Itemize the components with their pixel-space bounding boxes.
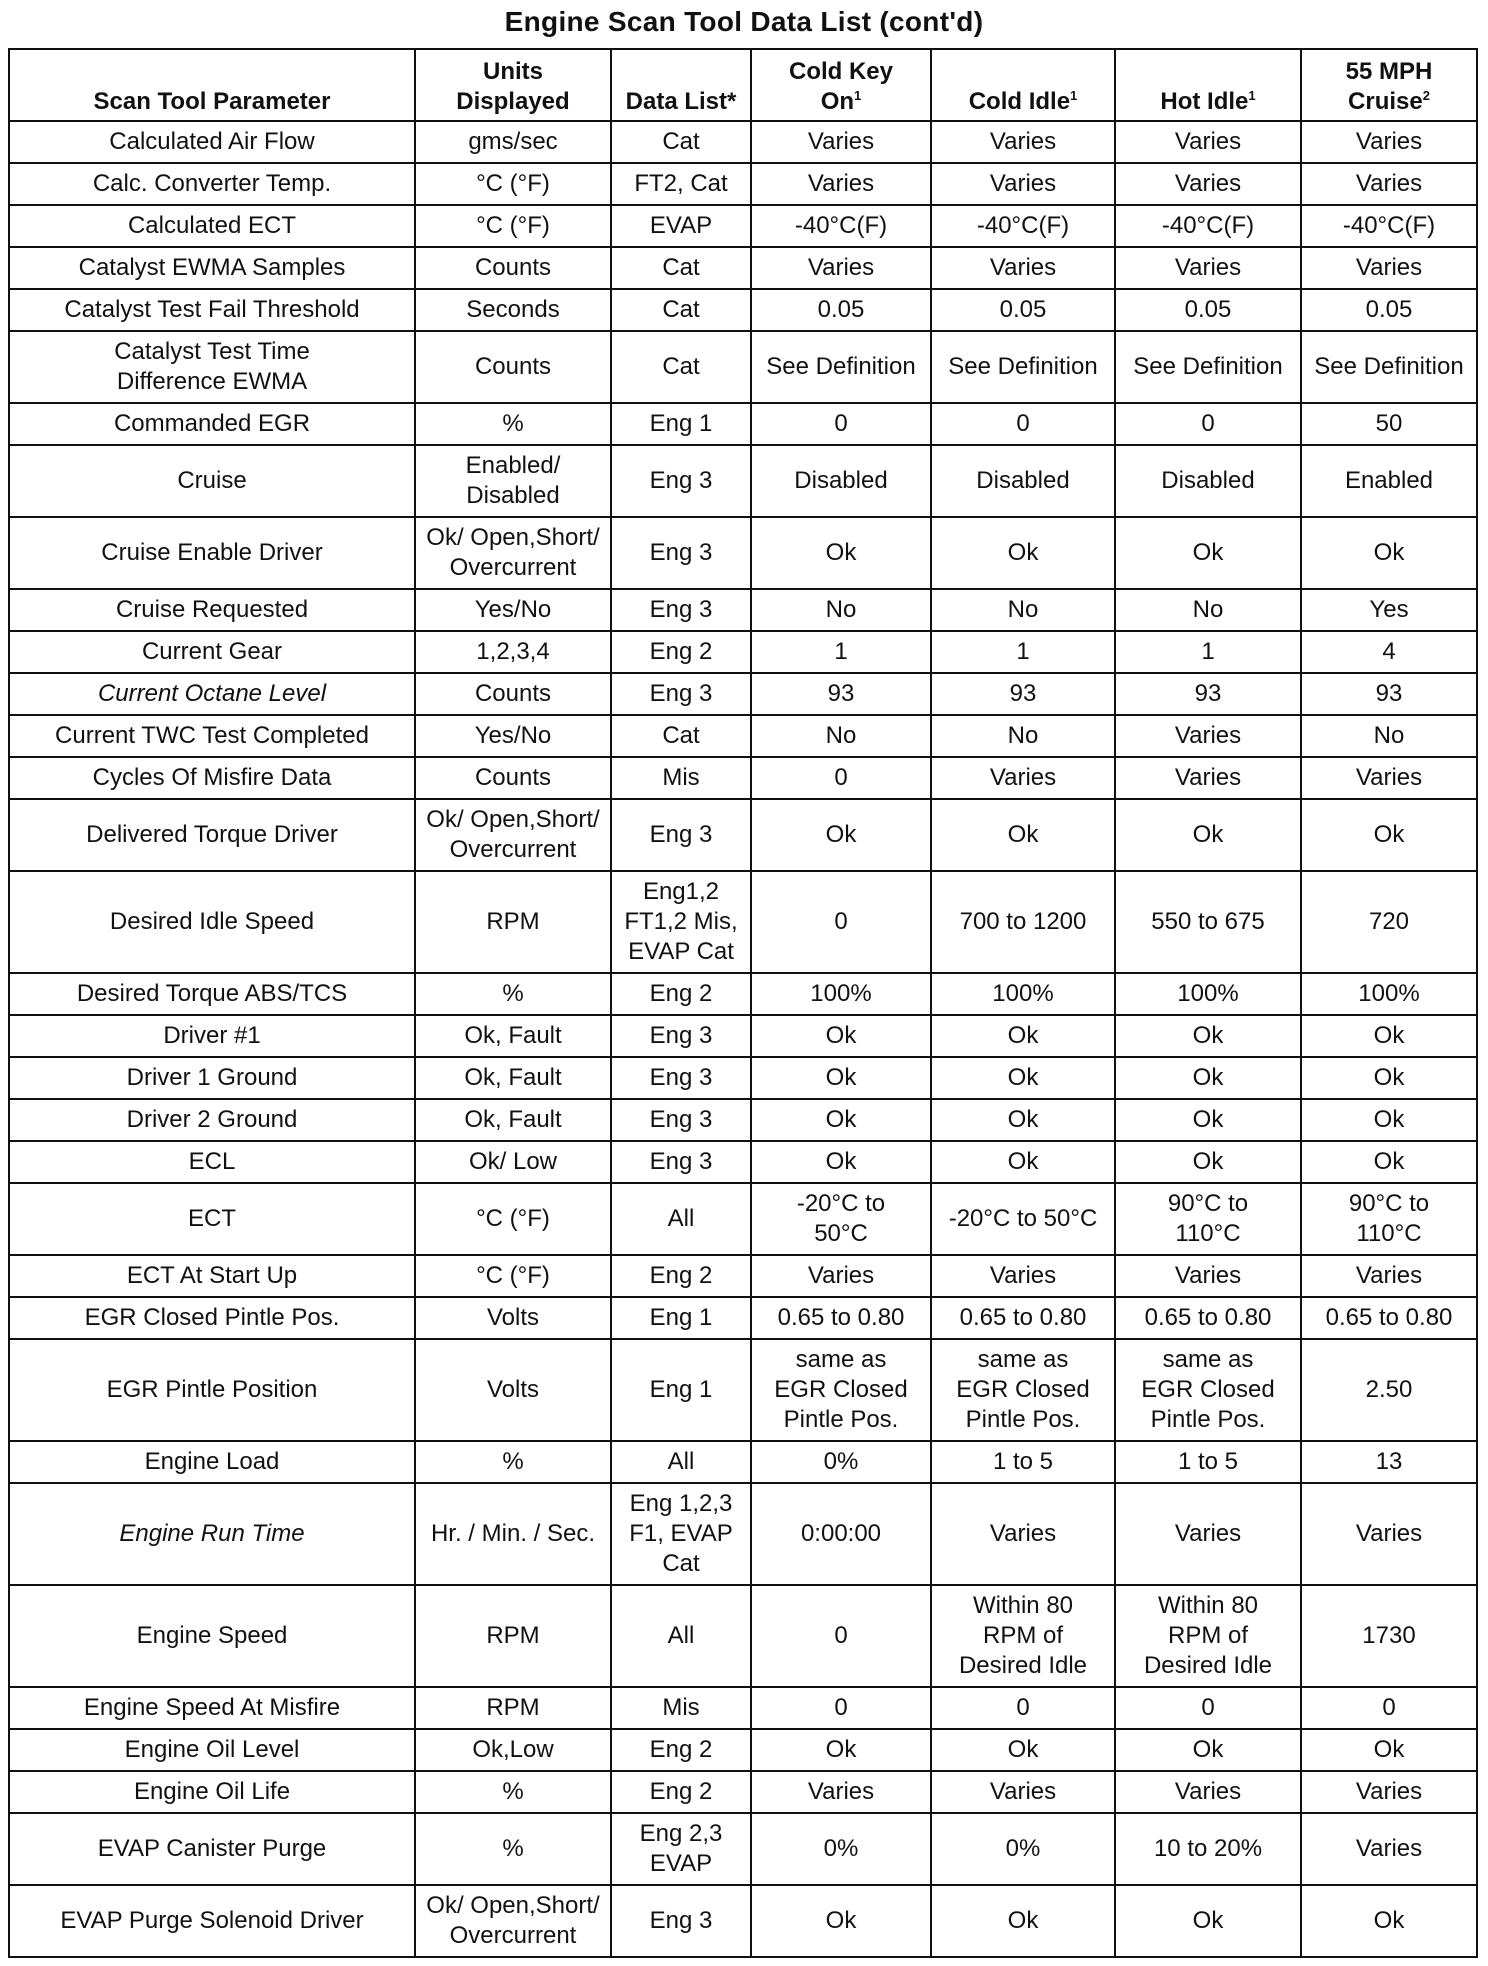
- hot-idle-cell: 10 to 20%: [1115, 1813, 1301, 1885]
- cruise-cell: Varies: [1301, 1255, 1477, 1297]
- units-cell: Volts: [415, 1297, 611, 1339]
- data-list-cell: Eng 1: [611, 1297, 751, 1339]
- hot-idle-cell: 0: [1115, 403, 1301, 445]
- cold-key-on-cell: 0: [751, 403, 931, 445]
- header-hot-idle: [1115, 49, 1301, 121]
- data-list-cell: Eng1,2 FT1,2 Mis, EVAP Cat: [611, 871, 751, 973]
- cold-idle-cell: Ok: [931, 517, 1115, 589]
- units-cell: Volts: [415, 1339, 611, 1441]
- cold-idle-cell: 0: [931, 403, 1115, 445]
- hot-idle-cell: Ok: [1115, 1141, 1301, 1183]
- data-list-cell: Eng 3: [611, 1015, 751, 1057]
- header-label: Cold Idle: [968, 88, 1071, 115]
- table-row: [9, 205, 1477, 247]
- table-row: [9, 1885, 1477, 1957]
- table-row: [9, 673, 1477, 715]
- param-cell: Catalyst EWMA Samples: [9, 247, 415, 289]
- units-cell: Counts: [415, 247, 611, 289]
- table-row: [9, 1771, 1477, 1813]
- param-cell: Delivered Torque Driver: [9, 799, 415, 871]
- param-cell: Driver #1: [9, 1015, 415, 1057]
- cold-idle-cell: Varies: [931, 163, 1115, 205]
- param-cell: Catalyst Test Time Difference EWMA: [9, 331, 415, 403]
- cruise-cell: 13: [1301, 1441, 1477, 1483]
- cold-key-on-cell: Ok: [751, 1099, 931, 1141]
- param-cell: Calculated Air Flow: [9, 121, 415, 163]
- units-cell: °C (°F): [415, 163, 611, 205]
- cold-key-on-cell: 93: [751, 673, 931, 715]
- cruise-cell: 720: [1301, 871, 1477, 973]
- units-cell: Ok/ Open,Short/ Overcurrent: [415, 799, 611, 871]
- hot-idle-cell: See Definition: [1115, 331, 1301, 403]
- param-cell: Driver 1 Ground: [9, 1057, 415, 1099]
- cold-idle-cell: Varies: [931, 757, 1115, 799]
- hot-idle-cell: 1 to 5: [1115, 1441, 1301, 1483]
- units-cell: %: [415, 1771, 611, 1813]
- cruise-cell: Ok: [1301, 1729, 1477, 1771]
- cold-idle-cell: Ok: [931, 1099, 1115, 1141]
- param-cell: EGR Pintle Position: [9, 1339, 415, 1441]
- header-scan-tool-parameter: [9, 49, 415, 121]
- cold-key-on-cell: 0: [751, 757, 931, 799]
- cruise-cell: Varies: [1301, 1483, 1477, 1585]
- table-row: [9, 517, 1477, 589]
- cold-idle-cell: 700 to 1200: [931, 871, 1115, 973]
- header-label: 55 MPH Cruise: [1345, 58, 1433, 115]
- param-cell: EVAP Canister Purge: [9, 1813, 415, 1885]
- table-row: [9, 1297, 1477, 1339]
- data-list-cell: Eng 3: [611, 445, 751, 517]
- param-cell: Commanded EGR: [9, 403, 415, 445]
- table-row: [9, 631, 1477, 673]
- param-cell: Engine Speed At Misfire: [9, 1687, 415, 1729]
- data-list-cell: Eng 3: [611, 517, 751, 589]
- table-row: [9, 1483, 1477, 1585]
- hot-idle-cell: 100%: [1115, 973, 1301, 1015]
- data-list-cell: Cat: [611, 121, 751, 163]
- cruise-cell: 0.65 to 0.80: [1301, 1297, 1477, 1339]
- data-list-cell: Eng 2: [611, 973, 751, 1015]
- hot-idle-cell: 0.05: [1115, 289, 1301, 331]
- cold-idle-cell: Ok: [931, 1141, 1115, 1183]
- units-cell: Counts: [415, 757, 611, 799]
- footnote-marker: 1: [1070, 88, 1078, 103]
- hot-idle-cell: Ok: [1115, 1057, 1301, 1099]
- table-row: [9, 757, 1477, 799]
- table-row: [9, 1687, 1477, 1729]
- table-row: [9, 403, 1477, 445]
- units-cell: Ok/ Open,Short/ Overcurrent: [415, 1885, 611, 1957]
- cold-key-on-cell: same as EGR Closed Pintle Pos.: [751, 1339, 931, 1441]
- hot-idle-cell: Ok: [1115, 1099, 1301, 1141]
- cold-key-on-cell: Varies: [751, 247, 931, 289]
- cruise-cell: No: [1301, 715, 1477, 757]
- units-cell: %: [415, 973, 611, 1015]
- cold-key-on-cell: See Definition: [751, 331, 931, 403]
- cold-key-on-cell: 0:00:00: [751, 1483, 931, 1585]
- table-row: [9, 1015, 1477, 1057]
- cruise-cell: Varies: [1301, 1813, 1477, 1885]
- cold-idle-cell: 0.05: [931, 289, 1115, 331]
- data-list-cell: Cat: [611, 289, 751, 331]
- data-list-cell: Eng 2: [611, 1771, 751, 1813]
- cold-idle-cell: Within 80 RPM of Desired Idle: [931, 1585, 1115, 1687]
- cold-key-on-cell: Ok: [751, 517, 931, 589]
- data-list-cell: All: [611, 1585, 751, 1687]
- table-row: [9, 715, 1477, 757]
- data-list-cell: Mis: [611, 757, 751, 799]
- param-cell: Engine Run Time: [9, 1483, 415, 1585]
- units-cell: Counts: [415, 331, 611, 403]
- cold-idle-cell: Ok: [931, 1015, 1115, 1057]
- cold-key-on-cell: 0: [751, 871, 931, 973]
- units-cell: Hr. / Min. / Sec.: [415, 1483, 611, 1585]
- cruise-cell: Varies: [1301, 163, 1477, 205]
- table-row: [9, 289, 1477, 331]
- param-cell: Engine Oil Life: [9, 1771, 415, 1813]
- hot-idle-cell: -40°C(F): [1115, 205, 1301, 247]
- table-row: [9, 121, 1477, 163]
- hot-idle-cell: 0.65 to 0.80: [1115, 1297, 1301, 1339]
- hot-idle-cell: Ok: [1115, 799, 1301, 871]
- table-row: [9, 1813, 1477, 1885]
- cruise-cell: See Definition: [1301, 331, 1477, 403]
- units-cell: gms/sec: [415, 121, 611, 163]
- cold-idle-cell: same as EGR Closed Pintle Pos.: [931, 1339, 1115, 1441]
- table-header-row: [9, 49, 1477, 121]
- cold-key-on-cell: Ok: [751, 1015, 931, 1057]
- cruise-cell: Varies: [1301, 757, 1477, 799]
- hot-idle-cell: Within 80 RPM of Desired Idle: [1115, 1585, 1301, 1687]
- param-cell: Calc. Converter Temp.: [9, 163, 415, 205]
- cold-idle-cell: -20°C to 50°C: [931, 1183, 1115, 1255]
- hot-idle-cell: Varies: [1115, 1255, 1301, 1297]
- data-list-cell: Eng 1: [611, 403, 751, 445]
- cruise-cell: -40°C(F): [1301, 205, 1477, 247]
- cruise-cell: Enabled: [1301, 445, 1477, 517]
- param-cell: Cycles Of Misfire Data: [9, 757, 415, 799]
- cold-key-on-cell: Varies: [751, 1771, 931, 1813]
- data-list-cell: Eng 3: [611, 673, 751, 715]
- param-cell: ECT At Start Up: [9, 1255, 415, 1297]
- table-row: [9, 1057, 1477, 1099]
- hot-idle-cell: 0: [1115, 1687, 1301, 1729]
- scan-tool-data-table: [8, 48, 1478, 1958]
- data-list-cell: Eng 3: [611, 1099, 751, 1141]
- units-cell: Ok, Fault: [415, 1099, 611, 1141]
- cold-key-on-cell: No: [751, 589, 931, 631]
- cold-idle-cell: Varies: [931, 1771, 1115, 1813]
- cruise-cell: Varies: [1301, 247, 1477, 289]
- hot-idle-cell: Ok: [1115, 517, 1301, 589]
- units-cell: 1,2,3,4: [415, 631, 611, 673]
- table-row: [9, 871, 1477, 973]
- cruise-cell: 0.05: [1301, 289, 1477, 331]
- cold-idle-cell: 93: [931, 673, 1115, 715]
- cruise-cell: Ok: [1301, 1015, 1477, 1057]
- table-body: [9, 121, 1477, 1957]
- param-cell: ECT: [9, 1183, 415, 1255]
- data-list-cell: Eng 3: [611, 1885, 751, 1957]
- cold-key-on-cell: -20°C to 50°C: [751, 1183, 931, 1255]
- page-title: Engine Scan Tool Data List (cont'd): [504, 6, 984, 37]
- param-cell: Desired Idle Speed: [9, 871, 415, 973]
- param-cell: Calculated ECT: [9, 205, 415, 247]
- cold-idle-cell: -40°C(F): [931, 205, 1115, 247]
- cold-idle-cell: Ok: [931, 1729, 1115, 1771]
- cold-idle-cell: Ok: [931, 1885, 1115, 1957]
- table-row: [9, 799, 1477, 871]
- table-row: [9, 1339, 1477, 1441]
- cold-key-on-cell: 1: [751, 631, 931, 673]
- cold-idle-cell: Ok: [931, 799, 1115, 871]
- cold-key-on-cell: 0: [751, 1687, 931, 1729]
- cruise-cell: Ok: [1301, 517, 1477, 589]
- cold-key-on-cell: Disabled: [751, 445, 931, 517]
- hot-idle-cell: Ok: [1115, 1729, 1301, 1771]
- data-list-cell: Mis: [611, 1687, 751, 1729]
- units-cell: Yes/No: [415, 715, 611, 757]
- units-cell: °C (°F): [415, 1255, 611, 1297]
- hot-idle-cell: same as EGR Closed Pintle Pos.: [1115, 1339, 1301, 1441]
- footnote-marker: 2: [1422, 88, 1430, 103]
- data-list-cell: Eng 3: [611, 589, 751, 631]
- cold-idle-cell: No: [931, 715, 1115, 757]
- cold-idle-cell: 0%: [931, 1813, 1115, 1885]
- units-cell: Ok,Low: [415, 1729, 611, 1771]
- hot-idle-cell: Disabled: [1115, 445, 1301, 517]
- table-row: [9, 589, 1477, 631]
- hot-idle-cell: Varies: [1115, 1483, 1301, 1585]
- units-cell: %: [415, 1813, 611, 1885]
- data-list-cell: Eng 1: [611, 1339, 751, 1441]
- header-data-list: [611, 49, 751, 121]
- hot-idle-cell: 90°C to 110°C: [1115, 1183, 1301, 1255]
- cruise-cell: Yes: [1301, 589, 1477, 631]
- cruise-cell: 4: [1301, 631, 1477, 673]
- data-list-cell: All: [611, 1441, 751, 1483]
- data-list-cell: Eng 1,2,3 F1, EVAP Cat: [611, 1483, 751, 1585]
- table-row: [9, 1255, 1477, 1297]
- hot-idle-cell: Varies: [1115, 715, 1301, 757]
- table-row: [9, 1441, 1477, 1483]
- param-cell: Engine Load: [9, 1441, 415, 1483]
- units-cell: Ok/ Open,Short/ Overcurrent: [415, 517, 611, 589]
- units-cell: Seconds: [415, 289, 611, 331]
- param-cell: Engine Speed: [9, 1585, 415, 1687]
- header-label: Scan Tool Parameter: [93, 88, 331, 115]
- param-cell: Cruise Enable Driver: [9, 517, 415, 589]
- cold-idle-cell: Varies: [931, 1483, 1115, 1585]
- cold-idle-cell: Disabled: [931, 445, 1115, 517]
- footnote-marker: 1: [854, 88, 862, 103]
- param-cell: Driver 2 Ground: [9, 1099, 415, 1141]
- header-label: Data List*: [625, 88, 737, 115]
- cruise-cell: Varies: [1301, 1771, 1477, 1813]
- hot-idle-cell: Varies: [1115, 121, 1301, 163]
- cold-key-on-cell: Ok: [751, 1141, 931, 1183]
- units-cell: Ok, Fault: [415, 1015, 611, 1057]
- header-55-mph-cruise: [1301, 49, 1477, 121]
- units-cell: RPM: [415, 1687, 611, 1729]
- param-cell: Cruise: [9, 445, 415, 517]
- cruise-cell: Ok: [1301, 1057, 1477, 1099]
- hot-idle-cell: Ok: [1115, 1015, 1301, 1057]
- hot-idle-cell: Varies: [1115, 757, 1301, 799]
- cold-key-on-cell: Ok: [751, 1729, 931, 1771]
- cold-key-on-cell: Varies: [751, 1255, 931, 1297]
- cold-idle-cell: Ok: [931, 1057, 1115, 1099]
- cold-idle-cell: See Definition: [931, 331, 1115, 403]
- cold-key-on-cell: Ok: [751, 799, 931, 871]
- units-cell: °C (°F): [415, 1183, 611, 1255]
- cold-key-on-cell: 0%: [751, 1441, 931, 1483]
- cruise-cell: 0: [1301, 1687, 1477, 1729]
- table-row: [9, 247, 1477, 289]
- cold-key-on-cell: 0.65 to 0.80: [751, 1297, 931, 1339]
- cold-key-on-cell: Varies: [751, 121, 931, 163]
- data-list-cell: Eng 3: [611, 799, 751, 871]
- hot-idle-cell: 550 to 675: [1115, 871, 1301, 973]
- data-list-cell: Eng 2: [611, 631, 751, 673]
- param-cell: ECL: [9, 1141, 415, 1183]
- units-cell: Ok/ Low: [415, 1141, 611, 1183]
- cold-key-on-cell: Ok: [751, 1057, 931, 1099]
- header-label: Hot Idle: [1160, 88, 1249, 115]
- cruise-cell: 2.50: [1301, 1339, 1477, 1441]
- cold-key-on-cell: -40°C(F): [751, 205, 931, 247]
- cruise-cell: Varies: [1301, 121, 1477, 163]
- param-cell: EGR Closed Pintle Pos.: [9, 1297, 415, 1339]
- hot-idle-cell: 1: [1115, 631, 1301, 673]
- table-row: [9, 1183, 1477, 1255]
- units-cell: Counts: [415, 673, 611, 715]
- data-list-cell: Eng 3: [611, 1141, 751, 1183]
- footnote-marker: 1: [1248, 88, 1256, 103]
- cruise-cell: Ok: [1301, 1141, 1477, 1183]
- table-row: [9, 1585, 1477, 1687]
- cruise-cell: 100%: [1301, 973, 1477, 1015]
- data-list-cell: Cat: [611, 331, 751, 403]
- hot-idle-cell: Varies: [1115, 163, 1301, 205]
- data-list-cell: Cat: [611, 715, 751, 757]
- cruise-cell: Ok: [1301, 799, 1477, 871]
- cruise-cell: 93: [1301, 673, 1477, 715]
- table-row: [9, 1729, 1477, 1771]
- data-list-cell: Eng 2,3 EVAP: [611, 1813, 751, 1885]
- param-cell: Current Octane Level: [9, 673, 415, 715]
- table-row: [9, 445, 1477, 517]
- cold-idle-cell: 0: [931, 1687, 1115, 1729]
- cold-key-on-cell: No: [751, 715, 931, 757]
- hot-idle-cell: No: [1115, 589, 1301, 631]
- hot-idle-cell: Ok: [1115, 1885, 1301, 1957]
- table-row: [9, 1141, 1477, 1183]
- table-row: [9, 973, 1477, 1015]
- table-row: [9, 163, 1477, 205]
- param-cell: Engine Oil Level: [9, 1729, 415, 1771]
- param-cell: Cruise Requested: [9, 589, 415, 631]
- table-row: [9, 331, 1477, 403]
- cold-key-on-cell: Varies: [751, 163, 931, 205]
- cold-key-on-cell: 0: [751, 1585, 931, 1687]
- cruise-cell: Ok: [1301, 1099, 1477, 1141]
- data-list-cell: Eng 2: [611, 1729, 751, 1771]
- units-cell: %: [415, 403, 611, 445]
- hot-idle-cell: 93: [1115, 673, 1301, 715]
- cold-key-on-cell: 0%: [751, 1813, 931, 1885]
- cruise-cell: 90°C to 110°C: [1301, 1183, 1477, 1255]
- header-label: Units Displayed: [456, 58, 570, 115]
- header-cold-idle: [931, 49, 1115, 121]
- cold-idle-cell: 1 to 5: [931, 1441, 1115, 1483]
- cold-key-on-cell: 100%: [751, 973, 931, 1015]
- units-cell: Enabled/ Disabled: [415, 445, 611, 517]
- cold-key-on-cell: 0.05: [751, 289, 931, 331]
- cold-idle-cell: Varies: [931, 1255, 1115, 1297]
- cold-idle-cell: 0.65 to 0.80: [931, 1297, 1115, 1339]
- data-list-cell: EVAP: [611, 205, 751, 247]
- cold-idle-cell: 1: [931, 631, 1115, 673]
- units-cell: Ok, Fault: [415, 1057, 611, 1099]
- hot-idle-cell: Varies: [1115, 247, 1301, 289]
- param-cell: EVAP Purge Solenoid Driver: [9, 1885, 415, 1957]
- cruise-cell: 50: [1301, 403, 1477, 445]
- param-cell: Current Gear: [9, 631, 415, 673]
- cruise-cell: 1730: [1301, 1585, 1477, 1687]
- units-cell: RPM: [415, 871, 611, 973]
- header-label: Cold Key On: [788, 58, 893, 115]
- header-units-displayed: [415, 49, 611, 121]
- hot-idle-cell: Varies: [1115, 1771, 1301, 1813]
- data-list-cell: Cat: [611, 247, 751, 289]
- table-row: [9, 1099, 1477, 1141]
- units-cell: Yes/No: [415, 589, 611, 631]
- param-cell: Desired Torque ABS/TCS: [9, 973, 415, 1015]
- cold-idle-cell: Varies: [931, 247, 1115, 289]
- data-list-cell: Eng 3: [611, 1057, 751, 1099]
- units-cell: °C (°F): [415, 205, 611, 247]
- param-cell: Current TWC Test Completed: [9, 715, 415, 757]
- cold-idle-cell: 100%: [931, 973, 1115, 1015]
- cold-idle-cell: No: [931, 589, 1115, 631]
- cold-idle-cell: Varies: [931, 121, 1115, 163]
- param-cell: Catalyst Test Fail Threshold: [9, 289, 415, 331]
- data-list-cell: All: [611, 1183, 751, 1255]
- units-cell: %: [415, 1441, 611, 1483]
- data-list-cell: FT2, Cat: [611, 163, 751, 205]
- cruise-cell: Ok: [1301, 1885, 1477, 1957]
- header-cold-key-on: [751, 49, 931, 121]
- cold-key-on-cell: Ok: [751, 1885, 931, 1957]
- units-cell: RPM: [415, 1585, 611, 1687]
- data-list-cell: Eng 2: [611, 1255, 751, 1297]
